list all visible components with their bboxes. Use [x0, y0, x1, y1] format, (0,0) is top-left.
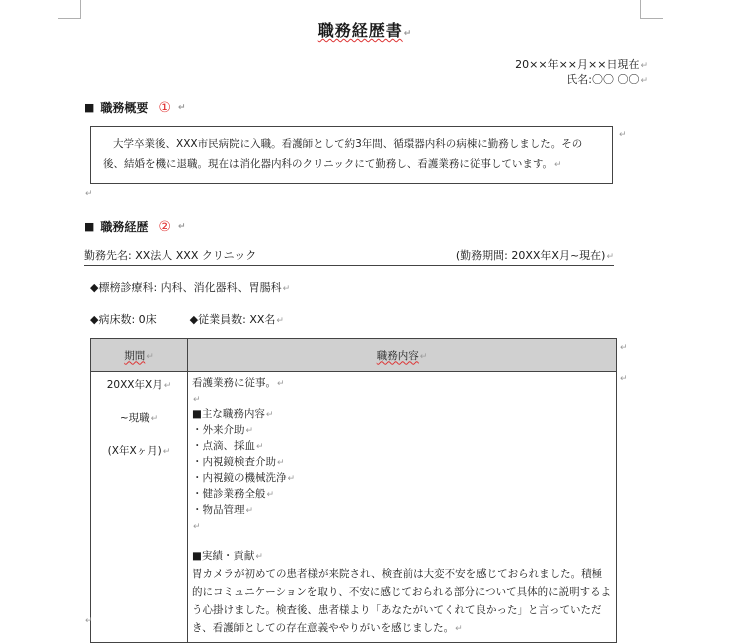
- period-duration: (X年Xヶ月)↵: [107, 445, 171, 457]
- table-row: [91, 372, 617, 643]
- table-header-row: [91, 339, 617, 372]
- content-intro: 看護業務に従事。↵: [192, 377, 285, 389]
- list-item: ・点滴、採血↵: [192, 440, 264, 452]
- section-number-icon: ①: [158, 99, 171, 116]
- list-item: ・健診業務全般↵: [192, 488, 275, 500]
- list-item: ・内視鏡の機械洗浄↵: [192, 472, 296, 484]
- work-period: (勤務期間: 20XX年X月~現在)↵: [455, 249, 614, 262]
- achievements-heading: ■実績・貢献↵: [192, 550, 263, 562]
- document-date: 20××年××月××日現在↵: [515, 58, 648, 71]
- paragraph-mark: ↵: [620, 374, 628, 384]
- beds-staff-line: ◆病床数: 0床 ◆従業員数: XX名↵: [90, 313, 284, 326]
- period-start: 20XX年X月↵: [106, 379, 172, 391]
- paragraph-mark: ↵: [620, 343, 628, 353]
- list-item: ・物品管理↵: [192, 504, 254, 516]
- paragraph-mark: ↵: [85, 189, 93, 199]
- section-number-icon: ②: [158, 218, 171, 235]
- applicant-name: 氏名:〇〇 〇〇↵: [566, 73, 648, 86]
- duties-heading: ■主な職務内容↵: [192, 408, 274, 420]
- header-content: 職務内容↵: [188, 339, 617, 372]
- crop-mark-top-left: [58, 0, 81, 19]
- career-table: [90, 338, 617, 643]
- list-item: ・外来介助↵: [192, 424, 254, 436]
- beds-count: ◆病床数: 0床: [90, 313, 157, 326]
- section-heading-career: ■ 職務経歴 ② ↵: [84, 218, 186, 235]
- header-period: 期間↵: [91, 339, 188, 372]
- list-item: ・内視鏡検査介助↵: [192, 456, 285, 468]
- crop-mark-top-right: [640, 0, 663, 19]
- workplace-name: 勤務先名: XX法人 XXX クリニック: [84, 249, 257, 262]
- achievements-text: 胃カメラが初めての患者様が来院され、検査前は大変不安を感じておられました。積極的にコミュニケーションを取り、不安に感じておられる部分について具体的に説明するよう心掛けました。検査後、患者様より「あなたがいてくれて良かった」と言っていただき、看護師としての存在意義ややりがいを感じました。↵: [192, 568, 612, 634]
- period-cell: [91, 372, 188, 643]
- staff-count: ◆従業員数: XX名: [189, 313, 276, 326]
- departments-line: ◆標榜診療科: 内科、消化器科、胃腸科↵: [90, 281, 291, 294]
- summary-text-box: 大学卒業後、XXX市民病院に入職。看護師として約3年間、循環器内科の病棟に勤務しました。その後、結婚を機に退職。現在は消化器内科のクリニックにて勤務し、看護業務に従事しています。↵: [90, 126, 613, 184]
- workplace-line: [84, 247, 614, 266]
- document-title: 職務経歴書↵: [317, 21, 413, 40]
- paragraph-mark: ↵: [619, 130, 627, 140]
- paragraph-mark: ↵: [85, 616, 93, 626]
- section-heading-summary: ■ 職務概要 ① ↵: [84, 99, 186, 116]
- period-end: ~現職↵: [119, 412, 159, 424]
- content-cell: 看護業務に従事。↵ ↵ ■主な職務内容↵ ・外来介助↵ ・点滴、採血↵ ・内視鏡検査介助↵ ・内視鏡の機械洗浄↵ ・健診業務全般↵ ・物品管理↵ ↵ ■実績・貢献↵ 胃カメラが初めての患者様が来院され、検査前は大変不安を感じておられました。積極的にコミュニケーションを取り、不安に感じておられる部分について具体的に説明するよう心掛けました。検査後、患者様より「あなたがいてくれて良かった」と言っていただき、看護師としての存在意義ややりがいを感じました。↵: [188, 372, 617, 643]
